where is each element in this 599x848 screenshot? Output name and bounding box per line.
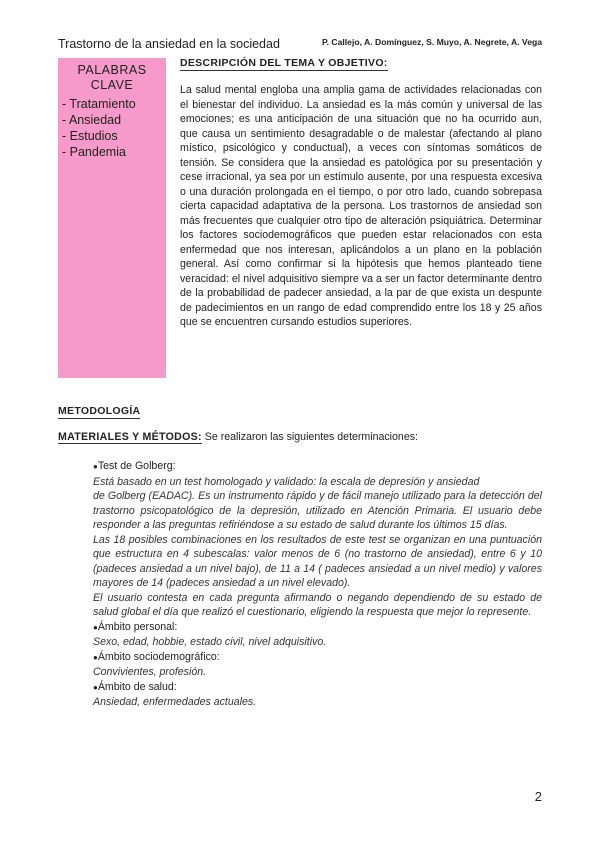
socio-label — [93, 650, 542, 666]
keyword-item: - Ansiedad — [62, 112, 166, 128]
keyword-item: - Pandemia — [62, 144, 166, 160]
personal-label — [93, 620, 542, 636]
goldberg-label — [93, 459, 542, 475]
socio-label-text: Ámbito sociodemográfico: — [97, 650, 220, 663]
health-label-text: Ámbito de salud: — [97, 680, 177, 693]
methodology-heading: METODOLOGÍA — [58, 405, 141, 417]
description-heading: DESCRIPCIÓN DEL TEMA Y OBJETIVO: — [180, 57, 388, 69]
personal-text: Sexo, edad, hobbie, estado civil, nivel adquisitivo. — [93, 636, 327, 648]
goldberg-paragraph-1: Está basado en un test homologado y validado: la escala de depresión y ansiedad — [93, 475, 480, 488]
keywords-list — [62, 96, 166, 160]
keywords-box — [58, 58, 166, 378]
keyword-item: - Estudios — [62, 128, 166, 144]
keywords-title — [58, 63, 166, 93]
socio-text: Convivientes, profesión. — [93, 666, 207, 678]
health-label — [93, 680, 542, 696]
header-title: Trastorno de la ansiedad en la sociedad — [58, 37, 280, 51]
keywords-title-line2: CLAVE — [90, 78, 134, 92]
materials-heading: MATERIALES Y MÉTODOS: — [58, 431, 202, 443]
personal-label-text: Ámbito personal: — [97, 620, 178, 633]
goldberg-label-text: Test de Golberg: — [97, 460, 176, 472]
materials-line — [58, 431, 418, 443]
description-text: La salud mental engloba una amplia gama de actividades relacionadas con el bienestar del individuo. La ansiedad es la más común y universal de las emociones; es una anticipación de una situación que no ha ocurrido aun, que causa un sentimiento desagradable o de malestar (afectando al plano místico, psicológico y conductual), a veces con síntomas somáticos de tensión. Se considera que la ansiedad es patológica por su presentación y cese irracional, ya sea por un estímulo ausente, por una respuesta excesiva o una duración prolongada en el tiempo, o por otro lado, cuando sobrepasa cierta capacidad adaptativa de la persona. Los trastornos de ansiedad son más frecuentes que cualquier otro tipo de alteración psiquiátrica. Determinar los factores sociodemográficos que pueden estar relacionados con esta enfermedad que nos interesan, aplicándolos a un plano en la población general. Así como confirmar si la hipótesis que hemos planteado tiene veracidad: el nivel adquisitivo siempre va a ser un factor determinante dentro de la probabilidad de padecer ansiedad, a la par de que exista un despunte de padecimientos en un rango de edad comprendido entre los 18 y 25 años que se encuentren cursando estudios superiores. — [180, 84, 542, 328]
health-text: Ansiedad, enfermedades actuales. — [93, 696, 257, 708]
goldberg-paragraph-2: de Golberg (EADAC). Es un instrumento rápido y de fácil manejo utilizado para la detección del trastorno psicopatológico de la depresión, utilizado en Atención Primaria. El usuario debe responder a las preguntas refiriéndose a su estado de salud durante los últimos 15 días. — [93, 490, 542, 531]
materials-intro: Se realizaron las siguientes determinaciones: — [201, 431, 418, 443]
keywords-title-line1: PALABRAS — [77, 63, 147, 77]
keyword-item: - Tratamiento — [62, 96, 166, 112]
goldberg-paragraph-4: El usuario contesta en cada pregunta afirmando o negando dependiendo de su estado de salud global el día que realizó el cuestionario, eligiendo la respuesta que mejor lo represente. — [93, 591, 542, 618]
goldberg-paragraph-3: Las 18 posibles combinaciones en los resultados de este test se organizan en una puntuación que estructura en 4 subescalas: valor menos de 6 (no trastorno de ansiedad), entre 6 y 10 (padeces ansiedad a un nivel bajo), de 11 a 14 ( padeces ansiedad a un nivel medio) y valores mayores de 14 (padeces ansiedad a un nivel elevado). — [93, 533, 542, 589]
page-number: 2 — [534, 789, 542, 804]
header-authors: P. Callejo, A. Domínguez, S. Muyo, A. Negrete, A. Vega — [322, 37, 542, 47]
methods-list — [93, 459, 542, 710]
